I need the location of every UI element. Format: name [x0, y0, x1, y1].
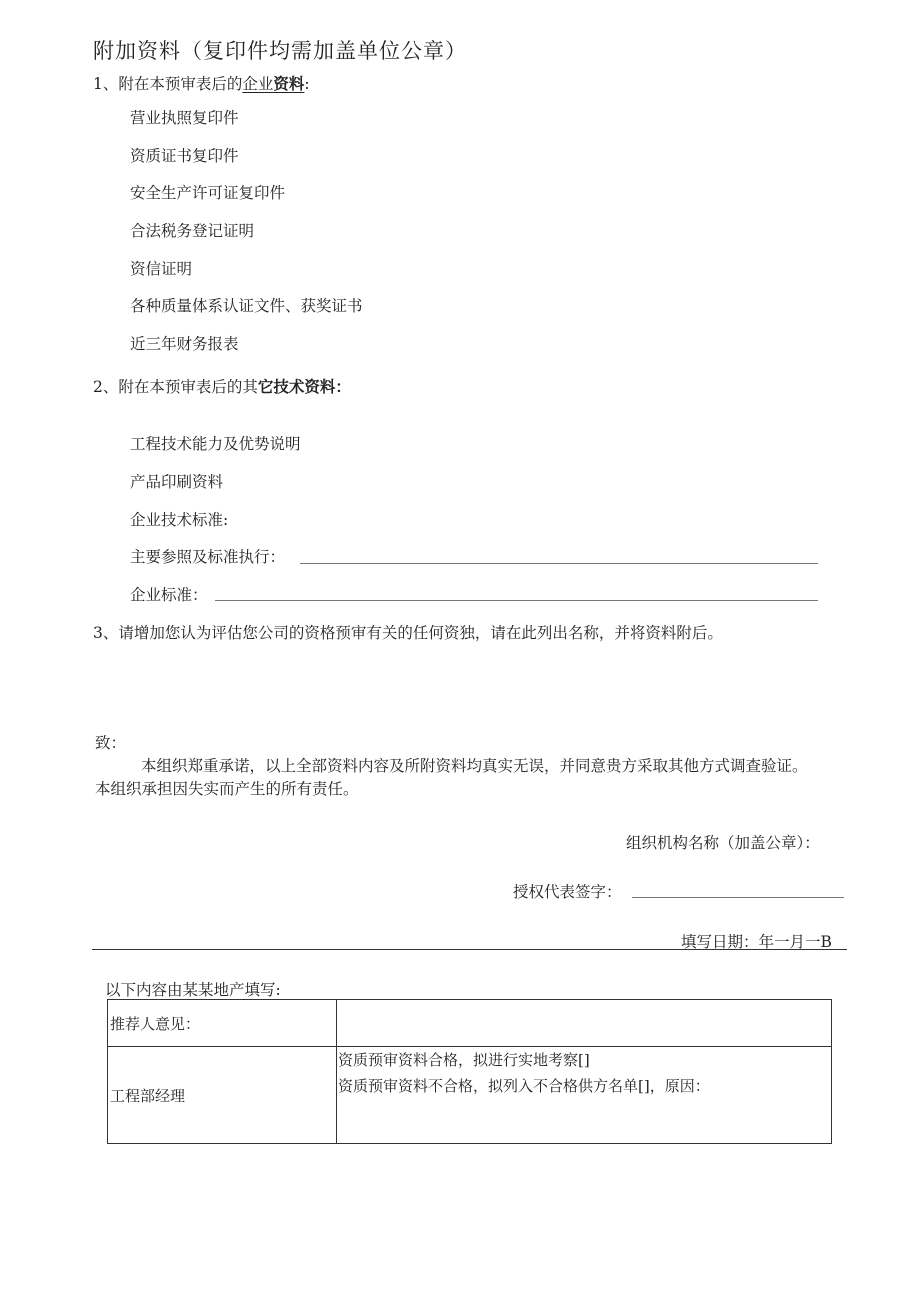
- review-heading: 以下内容由某某地产填写:: [105, 981, 281, 999]
- enterprise-standard-label: 企业标准：: [130, 586, 208, 604]
- list-item: 资信证明: [130, 260, 193, 278]
- declaration-line-1: 本组织郑重承诺，以上全部资料内容及所附资料均真实无误，并同意贵方采取其他方式调查验证。: [141, 757, 808, 775]
- recommender-opinion-field[interactable]: [337, 1000, 832, 1047]
- review-table: [107, 999, 832, 1144]
- recommender-opinion-label: 推荐人意见：: [108, 1000, 337, 1047]
- page-title: 附加资料（复印件均需加盖单位公章）: [93, 39, 467, 63]
- list-item: 企业技术标准:: [130, 511, 229, 529]
- declaration-line-2: 本组织承担因失实而产生的所有责任。: [95, 780, 359, 798]
- standard-reference-input[interactable]: [300, 563, 818, 564]
- section-3-text: 3、请增加您认为评估您公司的资格预审有关的任何资独，请在此列出名称，并将资料附后。: [93, 624, 723, 642]
- list-item: 营业执照复印件: [130, 109, 239, 127]
- declaration-to: 致：: [95, 734, 127, 752]
- list-item: 资质证书复印件: [130, 147, 239, 165]
- engineering-manager-label: 工程部经理: [108, 1047, 337, 1144]
- list-item: 近三年财务报表: [130, 335, 239, 353]
- table-row: [108, 1000, 832, 1047]
- section-2-heading: [93, 375, 351, 397]
- divider: [92, 949, 847, 950]
- standard-reference-label: 主要参照及标准执行：: [130, 548, 286, 566]
- fill-date-label: 填写日期：年一月一B: [681, 933, 832, 951]
- signature-label: 授权代表签字：: [513, 883, 622, 901]
- qualified-option[interactable]: 资质预审资料合格，拟进行实地考察[]: [338, 1051, 590, 1069]
- signature-input[interactable]: [632, 897, 844, 898]
- list-item: 各种质量体系认证文件、获奖证书: [130, 297, 363, 315]
- section-1-emph-materials: 资料: [273, 75, 305, 93]
- list-item: 安全生产许可证复印件: [130, 184, 286, 202]
- list-item: 工程技术能力及优势说明: [130, 435, 301, 453]
- section-2-emph: 它技术资料：: [257, 378, 351, 396]
- unqualified-option[interactable]: 资质预审资料不合格，拟列入不合格供方名单[]，原因：: [338, 1077, 710, 1095]
- section-1-prefix: 1、附在本预审表后的: [93, 75, 243, 93]
- table-row: [108, 1047, 832, 1144]
- section-1-suffix: :: [304, 75, 310, 93]
- list-item: 产品印刷资料: [130, 473, 224, 491]
- section-1-emph-enterprise: 企业: [242, 75, 274, 93]
- list-item: 合法税务登记证明: [130, 222, 255, 240]
- section-2-prefix: 2、附在本预审表后的其: [93, 378, 258, 396]
- engineering-manager-decision: [337, 1047, 832, 1144]
- org-name-label: 组织机构名称（加盖公章）：: [626, 834, 820, 852]
- section-1-heading: [93, 72, 310, 94]
- enterprise-standard-input[interactable]: [215, 600, 818, 601]
